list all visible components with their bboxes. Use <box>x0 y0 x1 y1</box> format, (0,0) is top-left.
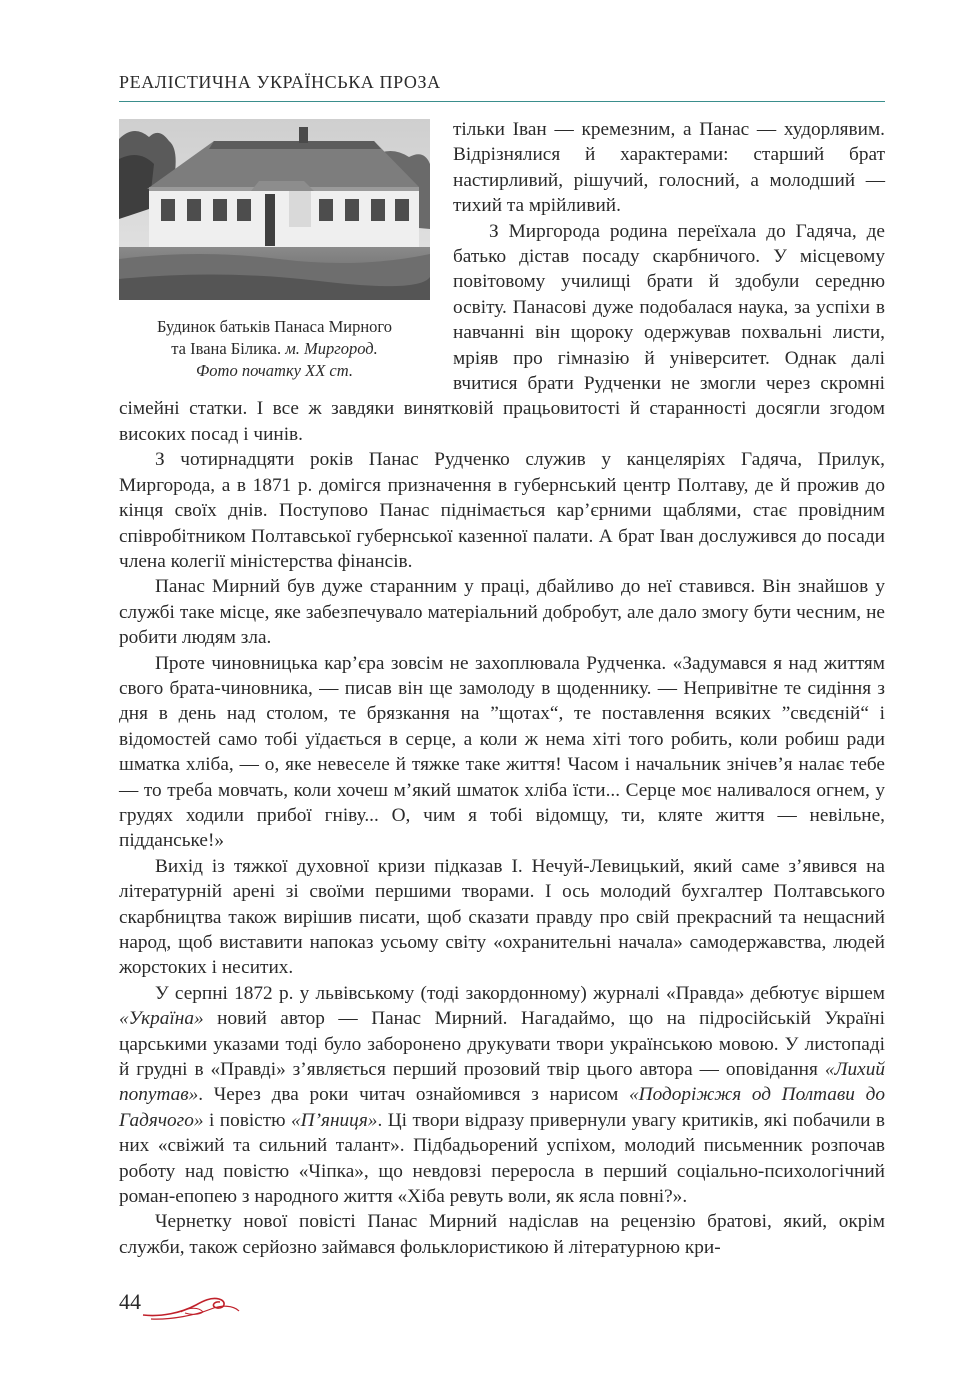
paragraph-2: З Миргорода родина переїхала до Гадяча, де батько дістав посаду скарбничого. У місцевому повітовому училищі брати й здобули середню освіту. Панасові дуже подобалася наука, за успіхи в навчанні він щороку одержував похвальні листи, мріяв про гімназію й університет. Однак далі вчитися брати Рудченки не змогли через скромні сімейні статки. І все ж завдяки винятковій працьовитості й старанності досягли згодом високих посад і чинів. <box>119 220 885 445</box>
header-rule <box>119 101 885 102</box>
flourish-ornament-icon <box>141 1293 241 1321</box>
p7-title-lykhyi-poputav: «Лихий попутав» <box>119 1059 885 1106</box>
running-title: РЕАЛІСТИЧНА УКРАЇНСЬКА ПРОЗА <box>119 72 441 92</box>
p7-text-c: новий автор — Панас Мирний. Нагадаймо, що на підросійській Україні царськими указами тоді було заборонено друкувати твори українською мовою. У листопаді й грудні в «Правді» з’являється перший прозовий твір цього автора — оповідання <box>119 1008 885 1081</box>
paragraph-3: З чотирнадцяти років Панас Рудченко служив у канцеляріях Гадяча, Прилук, Миргорода, а в 1871 р. домігся призначення в губернський центр Полтаву, де й прожив до кінця своїх днів. Поступово Панас піднімається кар’єрними щаблями, стає провідним співробітником Полтавської губернської казенної палати. А брат Іван дослужився до посади члена колегії міністерства фінансів. <box>119 449 885 572</box>
caption-line-2: та Івана Білика. <box>171 339 286 358</box>
p7-title-ukraina: «Україна» <box>119 1008 204 1030</box>
page-number: 44 <box>119 1289 141 1314</box>
paragraph-1: тільки Іван — кремезним, а Панас — худорлявим. Відрізнялися й характерами: старший брат настирливий, рішучий, голосний, а молодший — тихий та мрійливий. <box>453 119 885 217</box>
page-footer <box>119 1289 239 1329</box>
p7-text-e: . Через два роки читач ознайомився з нарисом <box>198 1084 630 1106</box>
p7-title-pianytsia: «П’яниця» <box>291 1109 378 1131</box>
caption-photo-date: Фото початку ХХ ст. <box>196 361 353 380</box>
caption-place: м. Миргород. <box>285 339 378 358</box>
p7-text-i: . Ці твори відразу привернули увагу критиків, які побачили в них «свіжий та сильний талант». Підбадьорений успіхом, молодий письменник розпочав роботу над повістю «Чіпка», що невдовзі переросла в перший соціально-психологічний роман-епопею з народного життя «Хіба ревуть воли, як ясла повні?». <box>119 1109 885 1208</box>
p7-title-podorizhzhia: «Подоріжжя од Полтави до Гадячого» <box>119 1084 885 1131</box>
paragraph-4: Панас Мирний був дуже старанним у праці, дбайливо до неї ставився. Він знайшов у службі таке місце, яке забезпечувало матеріальний добробут, але дало змогу бути чесним, не робити людям зла. <box>119 576 885 649</box>
paragraph-5: Проте чиновницька кар’єра зовсім не захоплювала Рудченка. «Задумався я над життям свого брата-чиновника, — писав він ще замолоду в щоденнику. — Непривітне те сидіння з дня в день над столом, те брязкання на ”щотах“, те поставлення всяких ”свєдєній“ і відомостей само тобі уїдається в серце, а коли ж нема хіті того робить, коли робиш ради шматка хліба, — о, яке невеселе й тяжке таке життя! Часом і начальник знічев’я налає тебе — то треба мовчать, коли хочеш м’який шматок хліба їсти... Серце моє наливалося огнем, у грудях ходили прибої гніву... О, чим я тобі відомщу, ти, кляте життя — невільне, підданське!» <box>119 652 885 852</box>
p7-text-g: і повістю <box>203 1109 292 1131</box>
body-text <box>119 117 885 1260</box>
paragraph-7 <box>119 981 885 1210</box>
paragraph-6: Вихід із тяжкої духовної кризи підказав І. Нечуй-Левицький, який саме з’явився на літературній арені зі своїми першими творами. І ось молодий бухгалтер Полтавського скарбництва також вирішив писати, щоб сказати правду про свій прекрасний та нещасний народ, щоб виставити напоказ усьому світу «охранительні начала» самодержавства, людей жорстоких і неситих. <box>119 855 885 979</box>
caption-line-1: Будинок батьків Панаса Мирного <box>156 317 393 336</box>
paragraph-8: Чернетку нової повісті Панас Мирний надіслав на рецензію братові, який, окрім служби, також серйозно займався фольклористикою й літературною кри- <box>119 1211 885 1258</box>
p7-text-a: У серпні 1872 р. у львівському (тоді закордонному) журналі «Правда» дебютує віршем <box>155 982 885 1004</box>
